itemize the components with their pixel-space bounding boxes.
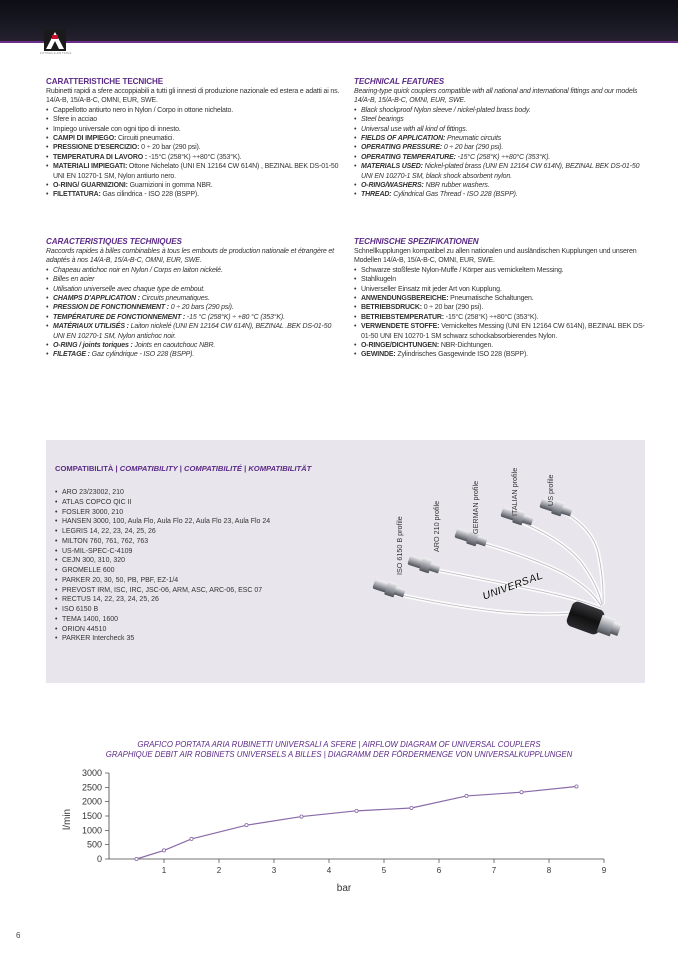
bullet: • Utilisation universelle avec chaque type de embout. (46, 285, 342, 294)
bullet: • MATERIALS USED: Nickel-plated brass (UNI EN 12164 CW 614N), BEZINAL BEK DS-01-50 UNI EN 10270-1 SM, black shock absorbent nylon. (354, 162, 650, 181)
chart-title-line2: GRAPHIQUE DEBIT AIR ROBINETS UNIVERSELS A BILLES | DIAGRAMM DER FÖRDERMENGE VON UNIVERSALKUPPLUNGEN (105, 750, 573, 759)
list-item: • PREVOST IRM, ISC, IRC, JSC-06, ARM, ASC, ARC-06, ESC 07 (55, 586, 270, 596)
bullet: • ANWENDUNGSBEREICHE: Pneumatische Schaltungen. (354, 294, 650, 303)
bullet: • THREAD: Cylindrical Gas Thread - ISO 228 (BSPP). (354, 190, 650, 199)
section-body-fr (46, 247, 342, 360)
list-item: • PARKER 20, 30, 50, PB, PBF, EZ-1/4 (55, 576, 270, 586)
y-tick-label: 500 (86, 839, 102, 850)
airflow-chart (0, 760, 678, 900)
section-body-de (354, 247, 650, 360)
bullet: • Sfere in acciao (46, 115, 342, 124)
section-fr (46, 237, 342, 360)
bullet: • CAMPI DI IMPIEGO: Circuiti pneumatici. (46, 134, 342, 143)
chart-point (190, 837, 193, 840)
x-tick-label: 7 (491, 866, 497, 875)
chart-point (575, 785, 578, 788)
section-en (354, 77, 650, 200)
bullet: • O-RINGE/DICHTUNGEN: NBR-Dichtungen. (354, 341, 650, 350)
list-item: • PARKER Intercheck 35 (55, 634, 270, 644)
section-body-en (354, 87, 650, 200)
bullet: • O-RING / joints toriques : Joints en caoutchouc NBR. (46, 341, 342, 350)
x-tick-label: 1 (161, 866, 167, 875)
bullet: • Black shockproof Nylon sleeve / nickel-plated brass body. (354, 106, 650, 115)
list-item: • FOSLER 3000, 210 (55, 508, 270, 518)
y-tick-label: 3000 (81, 768, 102, 778)
y-tick-label: 1500 (81, 811, 102, 821)
chart-x-ticks (162, 859, 607, 875)
profile-label: ARO 210 profile (432, 500, 441, 552)
bullet: • Steel bearings (354, 115, 650, 124)
intro-en: Bearing-type quick couplers compatible with all national and international fittings and our models 14/A-B, 15/A-B-C, OMNI, EUR, SWE. (354, 88, 638, 105)
x-tick-label: 6 (436, 866, 442, 875)
bullet: • Impiego universale con ogni tipo di innesto. (46, 125, 342, 134)
bullet: • FILETTATURA: Gas cilindrica - ISO 228 (BSPP). (46, 190, 342, 199)
bullet: • Billes en acier (46, 275, 342, 284)
bullet: • TEMPÉRATURE DE FONCTIONNEMENT : -15 °C (258°K) ÷ +80 °C (353°K). (46, 313, 342, 322)
section-body-it (46, 87, 342, 200)
bullet: • GEWINDE: Zylindrisches Gasgewinde ISO 228 (BSPP). (354, 350, 650, 359)
chart-y-ticks (82, 768, 109, 864)
list-item: • ISO 6150 B (55, 605, 270, 615)
compatibility-list (55, 488, 270, 644)
section-title-it: CARATTERISTICHE TECNICHE (46, 77, 164, 86)
section-de (354, 237, 650, 360)
list-item: • US-MIL-SPEC-C-4109 (55, 547, 270, 557)
bullet: • OPERATING TEMPERATURE: -15°C (258°K) ÷+80°C (353°K). (354, 153, 650, 162)
page-number: 6 (16, 931, 21, 940)
intro-de: Schnellkupplungen kompatibel zu allen nationalen und ausländischen Kupplungen und unseren Modellen 14/A-B, 15/A-B-C, OMNI, EUR, SWE. (354, 248, 637, 265)
list-item: • ARO 23/23002, 210 (55, 488, 270, 498)
bullet: • OPERATING PRESSURE: 0 ÷ 20 bar (290 psi). (354, 143, 650, 152)
chart-point (520, 791, 523, 794)
brand-tagline: FITTINGS & AIR TOOLS (40, 52, 72, 55)
chart-point (355, 809, 358, 812)
list-item: • HANSEN 3000, 100, Aula Flo, Aula Flo 22, Aula Flo 23, Aula Flo 24 (55, 517, 270, 527)
header-accent-line (0, 41, 678, 43)
list-item: • RECTUS 14, 22, 23, 24, 25, 26 (55, 595, 270, 605)
universal-label: UNIVERSAL (480, 569, 545, 603)
chart-point (162, 849, 165, 852)
x-tick-label: 9 (601, 866, 607, 875)
bullet: • Universeller Einsatz mit jeder Art von Kupplung. (354, 285, 650, 294)
chart-point (245, 824, 248, 827)
bullet: • BETRIEBSTEMPERATUR: -15°C (258°K) ÷+80°C (353°K). (354, 313, 650, 322)
bullets-it (46, 106, 342, 200)
y-tick-label: 2000 (81, 796, 102, 807)
bullet: • FIELDS OF APPLICATION: Pneumatic circuits (354, 134, 650, 143)
bullets-fr (46, 266, 342, 360)
x-tick-label: 4 (326, 866, 332, 875)
chart-title-line1: GRAFICO PORTATA ARIA RUBINETTI UNIVERSALI A SFERE | AIRFLOW DIAGRAM OF UNIVERSAL COUPLERS (137, 740, 541, 749)
section-title-de: TECHNISCHE SPEZIFIKATIONEN (354, 237, 479, 246)
bullets-de (354, 266, 650, 360)
brand-logo (44, 29, 66, 51)
chart-x-label: bar (336, 883, 352, 894)
list-item: • GROMELLE 600 (55, 566, 270, 576)
bullet: • O-RING/ GUARNIZIONI: Guarnizioni in gomma NBR. (46, 181, 342, 190)
chart-points (135, 785, 578, 861)
list-item: • TEMA 1400, 1600 (55, 615, 270, 625)
bullet: • O-RING/WASHERS: NBR rubber washers. (354, 181, 650, 190)
plug-aro (407, 553, 442, 576)
chart-y-label: l/min (62, 808, 73, 830)
compatibility-title: COMPATIBILITÀ | COMPATIBILITY | COMPATIBILITÉ | KOMPATIBILITÄT (55, 464, 312, 473)
intro-it: Rubinetti rapidi a sfere accoppiabili a tutti gli innesti di produzione nazionale ed estera e adatti ai ns. 14/A-B, 15/A-B-C, OMNI, EUR, SWE. (46, 88, 340, 105)
chart-point (135, 857, 138, 860)
bullet: • Universal use with all kind of fittings. (354, 125, 650, 134)
bullet: • BETRIEBSDRUCK: 0 ÷ 20 bar (290 psi). (354, 303, 650, 312)
bullet: • CHAMPS D'APPLICATION : Circuits pneumatiques. (46, 294, 342, 303)
bullet: • Cappellotto antiurto nero in Nylon / Corpo in ottone nichelato. (46, 106, 342, 115)
bullet: • PRESSION DE FONCTIONNEMENT : 0 ÷ 20 bars (290 psi). (46, 303, 342, 312)
bullets-en (354, 106, 650, 200)
section-it (46, 77, 342, 200)
chart-point (465, 794, 468, 797)
profile-label: US profile (546, 474, 555, 506)
x-tick-label: 8 (546, 866, 552, 875)
list-item: • LEGRIS 14, 22, 23, 24, 25, 26 (55, 527, 270, 537)
chart-point (300, 815, 303, 818)
chart-series-line (137, 786, 577, 859)
bullet: • FILETAGE : Gaz cylindrique - ISO 228 (BSPP). (46, 350, 342, 359)
bullet: • Stahlkugeln (354, 275, 650, 284)
profile-label: ITALIAN profile (510, 467, 519, 516)
universal-coupler-illustration (336, 440, 645, 683)
y-tick-label: 1000 (81, 825, 102, 836)
x-tick-label: 5 (381, 866, 387, 875)
list-item: • MILTON 760, 761, 762, 763 (55, 537, 270, 547)
profile-label: GERMAN profile (471, 480, 480, 534)
plug-us (539, 496, 574, 519)
list-item: • CEJN 300, 310, 320 (55, 556, 270, 566)
chart-axes (109, 773, 604, 859)
x-tick-label: 3 (271, 866, 277, 875)
list-item: • ORION 44510 (55, 625, 270, 635)
intro-fr: Raccords rapides à billes combinables à tous les embouts de production nationale et étrangère et adaptés à nos 14/A-B, 15/A-B-C, OMNI, EUR, SWE. (46, 248, 334, 265)
bullet: • MATÉRIAUX UTILISÉS : Laiton nickelé (UNI EN 12164 CW 614N), BEZINAL .BEK DS-01-50 UNI EN 10270-1 SM, Nylon antichoc noir. (46, 322, 342, 341)
section-title-en: TECHNICAL FEATURES (354, 77, 445, 86)
bullet: • VERWENDETE STOFFE: Vernickeltes Messing (UNI EN 12164 CW 614N), BEZINAL BEK DS-01-50 UNI EN 10270-1 SM schwarz schockabsorbierendes Nylon. (354, 322, 650, 341)
bullet: • PRESSIONE D'ESERCIZIO: 0 ÷ 20 bar (290 psi). (46, 143, 342, 152)
section-title-fr: CARACTERISTIQUES TECHNIQUES (46, 237, 182, 246)
y-tick-label: 2500 (81, 782, 102, 793)
x-tick-label: 2 (216, 866, 222, 875)
chart-point (410, 806, 413, 809)
header-band (0, 0, 678, 41)
bullet: • TEMPERATURA DI LAVORO : -15°C (258°K) ÷+80°C (353°K). (46, 153, 342, 162)
bullet: • Chapeau antichoc noir en Nylon / Corps en laiton nickelé. (46, 266, 342, 275)
profile-label: ISO 6150 B profile (395, 516, 404, 575)
bullet: • Schwarze stoßfeste Nylon-Muffe / Körper aus vernickeltem Messing. (354, 266, 650, 275)
list-item: • ATLAS COPCO QIC II (55, 498, 270, 508)
bullet: • MATERIALI IMPIEGATI: Ottone Nichelato (UNI EN 12164 CW 614N) , BEZINAL BEK DS-01-50 UNI EN 10270-1 SM, Nylon antiurto nero. (46, 162, 342, 181)
y-tick-label: 0 (96, 854, 102, 864)
plug-iso (372, 577, 407, 600)
compatibility-panel (46, 440, 645, 683)
